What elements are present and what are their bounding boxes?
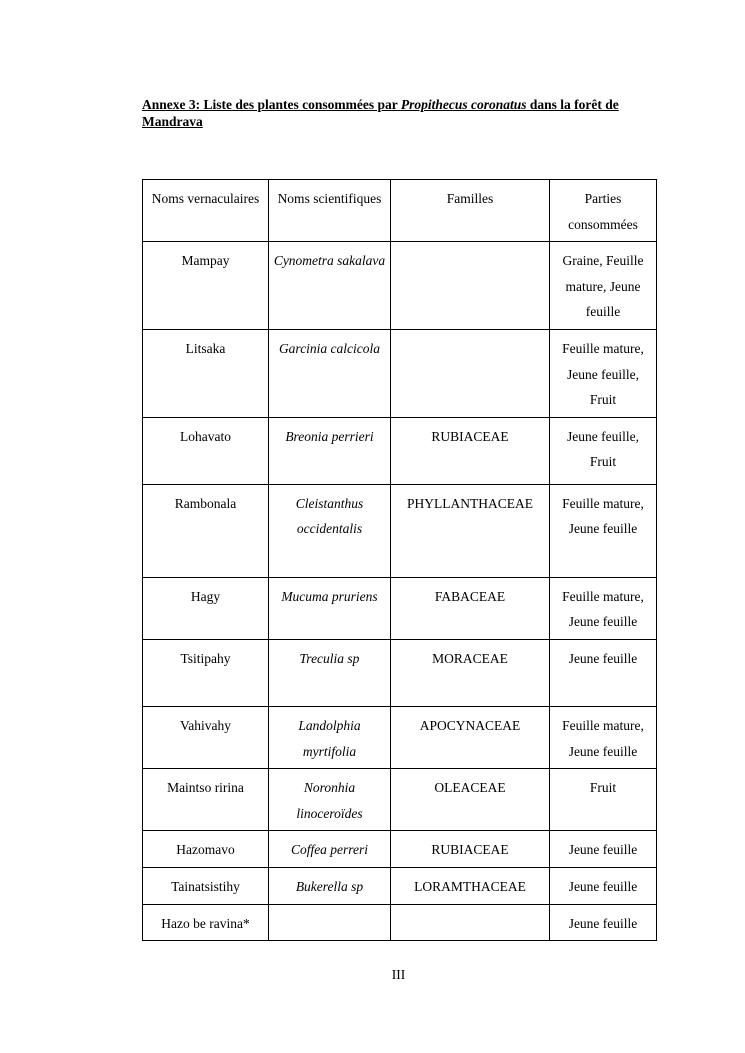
cell-vernacular: Lohavato: [143, 417, 269, 484]
cell-parts: Feuille mature, Jeune feuille: [550, 706, 657, 768]
cell-family: MORACEAE: [391, 639, 550, 706]
cell-parts: Jeune feuille: [550, 639, 657, 706]
cell-vernacular: Litsaka: [143, 329, 269, 417]
table-row: [143, 769, 657, 831]
table-row: [143, 706, 657, 768]
cell-scientific: Cleistanthus occidentalis: [269, 484, 391, 577]
cell-scientific: Breonia perrieri: [269, 417, 391, 484]
cell-parts: Feuille mature, Jeune feuille: [550, 484, 657, 577]
cell-family: [391, 329, 550, 417]
cell-family: FABACEAE: [391, 577, 550, 639]
header-vernacular: Noms vernaculaires: [143, 180, 269, 242]
table-row: [143, 329, 657, 417]
cell-family: OLEACEAE: [391, 769, 550, 831]
cell-vernacular: Tainatsistihy: [143, 867, 269, 904]
annex-title-suffix: dans la forêt de Mandrava: [142, 97, 619, 129]
cell-scientific: Mucuma pruriens: [269, 577, 391, 639]
table-row: [143, 577, 657, 639]
cell-family: RUBIACEAE: [391, 417, 550, 484]
page-number: III: [391, 967, 406, 982]
plants-table: [142, 179, 657, 941]
annex-title: [142, 96, 662, 130]
header-family: Familles: [391, 180, 550, 242]
cell-vernacular: Hagy: [143, 577, 269, 639]
cell-scientific: Bukerella sp: [269, 867, 391, 904]
cell-vernacular: Hazomavo: [143, 831, 269, 868]
header-scientific: Noms scientifiques: [269, 180, 391, 242]
cell-scientific: Treculia sp: [269, 639, 391, 706]
header-parts: Parties consommées: [550, 180, 657, 242]
table-row: [143, 639, 657, 706]
cell-parts: Feuille mature, Jeune feuille: [550, 577, 657, 639]
cell-family: [391, 242, 550, 330]
table-header-row: [143, 180, 657, 242]
annex-title-prefix: Annexe 3: Liste des plantes consommées par: [142, 97, 401, 112]
cell-vernacular: Hazo be ravina*: [143, 904, 269, 941]
cell-scientific: Cynometra sakalava: [269, 242, 391, 330]
table-row: [143, 904, 657, 941]
table-row: [143, 242, 657, 330]
cell-family: APOCYNACEAE: [391, 706, 550, 768]
cell-scientific: [269, 904, 391, 941]
table-row: [143, 831, 657, 868]
cell-parts: Jeune feuille: [550, 831, 657, 868]
cell-vernacular: Rambonala: [143, 484, 269, 577]
cell-scientific: Landolphia myrtifolia: [269, 706, 391, 768]
cell-parts: Graine, Feuille mature, Jeune feuille: [550, 242, 657, 330]
cell-family: PHYLLANTHACEAE: [391, 484, 550, 577]
table-row: [143, 867, 657, 904]
cell-family: [391, 904, 550, 941]
cell-scientific: Coffea perreri: [269, 831, 391, 868]
cell-parts: Jeune feuille: [550, 867, 657, 904]
cell-vernacular: Maintso ririna: [143, 769, 269, 831]
annex-title-species: Propithecus coronatus: [400, 97, 527, 112]
cell-parts: Jeune feuille, Fruit: [550, 417, 657, 484]
cell-family: LORAMTHACEAE: [391, 867, 550, 904]
table-row: [143, 484, 657, 577]
cell-scientific: Noronhia linoceroïdes: [269, 769, 391, 831]
cell-parts: Fruit: [550, 769, 657, 831]
cell-parts: Jeune feuille: [550, 904, 657, 941]
cell-vernacular: Mampay: [143, 242, 269, 330]
cell-vernacular: Vahivahy: [143, 706, 269, 768]
cell-family: RUBIACEAE: [391, 831, 550, 868]
cell-scientific: Garcinia calcicola: [269, 329, 391, 417]
table-row: [143, 417, 657, 484]
cell-parts: Feuille mature, Jeune feuille, Fruit: [550, 329, 657, 417]
cell-vernacular: Tsitipahy: [143, 639, 269, 706]
